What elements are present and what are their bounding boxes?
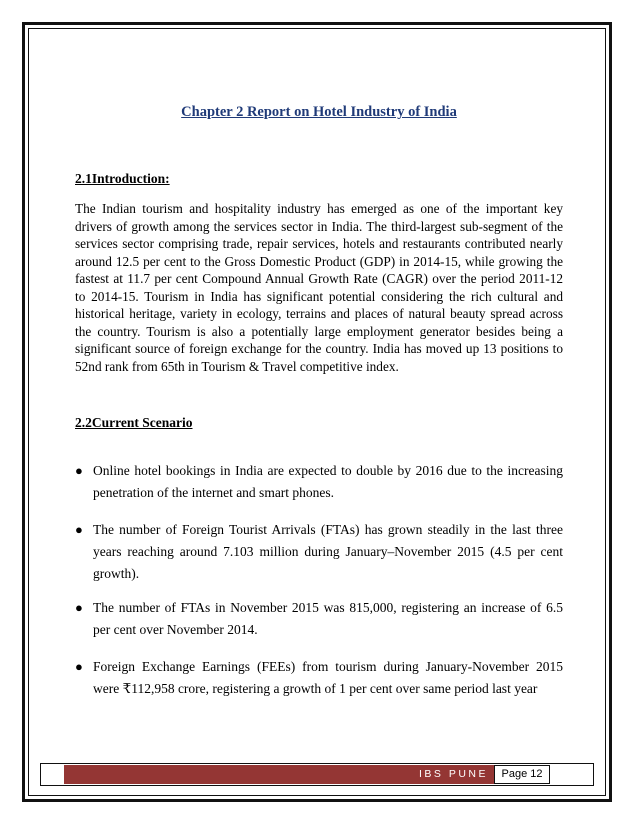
list-item (75, 460, 563, 504)
bullet-icon: ● (75, 522, 83, 537)
bullet-text: The number of Foreign Tourist Arrivals (FTAs) has grown steadily in the last three years reaching around 7.103 million during January–November 2015 (4.5 per cent growth). (93, 522, 563, 581)
list-item (75, 597, 563, 641)
bullet-text: Online hotel bookings in India are expected to double by 2016 due to the increasing penetration of the internet and smart phones. (93, 463, 563, 500)
page-number: Page 12 (494, 765, 550, 784)
bullet-icon: ● (75, 463, 83, 478)
bullet-icon: ● (75, 600, 83, 615)
intro-paragraph: The Indian tourism and hospitality industry has emerged as one of the important key drivers of growth among the services sector in India. The third-largest sub-segment of the services sector comprising trade, repair services, hotels and restaurants contributed nearly around 12.5 per cent to the Gross Domestic Product (GDP) in 2014-15, while growing the fastest at 11.7 per cent Compound Annual Growth Rate (CAGR) over the period 2011-12 to 2014-15. Tourism in India has significant potential considering the rich cultural and historical heritage, variety in ecology, terrains and places of natural beauty spread across the country. Tourism is also a potentially large employment generator besides being a significant source of foreign exchange for the country. India has moved up 13 positions to 52nd rank from 65th in Tourism & Travel competitive index. (75, 201, 563, 374)
scenario-heading: 2.2Current Scenario (75, 415, 193, 430)
bullet-text: Foreign Exchange Earnings (FEEs) from tourism during January-November 2015 were ₹112,958 crore, registering a growth of 1 per cent over same period last year (93, 659, 563, 696)
list-item (75, 656, 563, 700)
bullet-icon: ● (75, 659, 83, 674)
bullet-text: The number of FTAs in November 2015 was 815,000, registering an increase of 6.5 per cent over November 2014. (93, 600, 563, 637)
intro-heading: 2.1Introduction: (75, 171, 170, 186)
chapter-title: Chapter 2 Report on Hotel Industry of India (181, 104, 457, 120)
footer-org: IBS PUNE (418, 768, 488, 780)
list-item (75, 519, 563, 585)
